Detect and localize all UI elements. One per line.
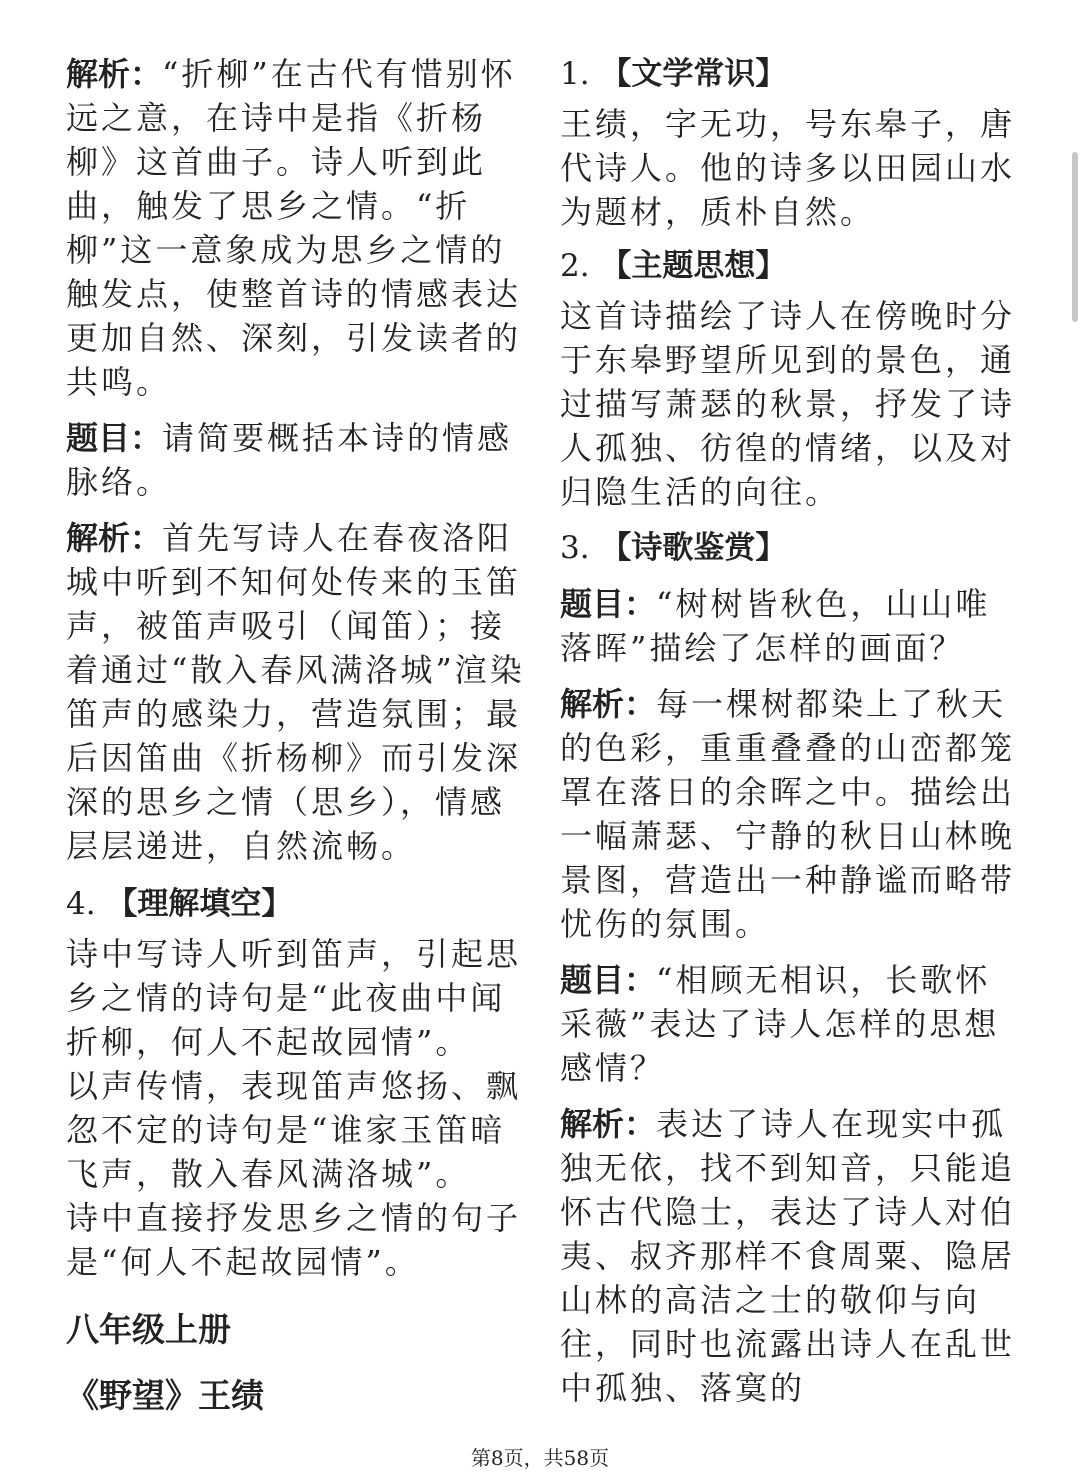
left-column <box>66 52 526 1418</box>
analysis-label: 解析： <box>66 55 163 93</box>
analysis-label: 解析： <box>66 519 163 557</box>
grade-heading: 八年级上册 <box>66 1310 231 1349</box>
fill-blank-line: 诗中写诗人听到笛声，引起思乡之情的诗句是“此夜曲中闻折柳，何人不起故园情”。 <box>66 935 522 1061</box>
question-text: 请简要概括本诗的情感脉络。 <box>66 419 513 501</box>
fill-blank-line: 诗中直接抒发思乡之情的句子是“何人不起故园情”。 <box>66 1199 522 1281</box>
analysis-paragraph <box>66 516 526 868</box>
question-paragraph <box>560 582 1020 670</box>
poem-heading: 《野望》王绩 <box>66 1376 264 1415</box>
question-text: “相顾无相识，长歌怀采薇”表达了诗人怎样的思想感情？ <box>560 961 1000 1087</box>
section-title: 【理解填空】 <box>106 886 293 922</box>
section-number: 2. <box>560 248 590 284</box>
section-title: 【主题思想】 <box>600 248 787 284</box>
scrollbar-thumb[interactable] <box>1072 152 1078 322</box>
analysis-paragraph <box>560 1102 1020 1410</box>
literary-knowledge-text: 王绩，字无功，号东皋子，唐代诗人。他的诗多以田园山水为题材，质朴自然。 <box>560 105 1016 231</box>
analysis-label: 解析： <box>560 685 657 723</box>
analysis-paragraph <box>560 682 1020 946</box>
section-heading-literary-knowledge <box>560 52 1020 96</box>
section-title: 【文学常识】 <box>600 56 787 92</box>
analysis-paragraph <box>66 52 526 404</box>
question-label: 题目： <box>560 961 657 999</box>
right-column <box>560 52 1020 1422</box>
analysis-text: 每一棵树都染上了秋天的色彩，重重叠叠的山峦都笼罩在落日的余晖之中。描绘出一幅萧瑟、宁静的秋日山林晚景图，营造出一种静谧而略带忧伤的氛围。 <box>560 685 1016 943</box>
section-number: 1. <box>560 56 590 92</box>
question-paragraph <box>66 416 526 504</box>
analysis-text: 首先写诗人在春夜洛阳城中听到不知何处传来的玉笛声，被笛声吸引（闻笛）；接着通过“散入春风满洛城”渲染笛声的感染力，营造氛围；最后因笛曲《折杨柳》而引发深深的思乡之情（思乡），情感层层递进，自然流畅。 <box>66 519 525 865</box>
question-paragraph <box>560 958 1020 1090</box>
section-heading-fill-blank <box>66 882 526 926</box>
question-text: “树树皆秋色，山山唯落晖”描绘了怎样的画面？ <box>560 585 991 667</box>
fill-blank-line: 以声传情，表现笛声悠扬、飘忽不定的诗句是“谁家玉笛暗飞声，散入春风满洛城”。 <box>66 1067 522 1193</box>
question-label: 题目： <box>66 419 163 457</box>
section-heading-appreciation <box>560 526 1020 570</box>
question-label: 题目： <box>560 585 657 623</box>
section-title: 【诗歌鉴赏】 <box>600 530 787 566</box>
analysis-text: “折柳”在古代有惜别怀远之意，在诗中是指《折杨柳》这首曲子。诗人听到此曲，触发了思乡之情。“折柳”这一意象成为思乡之情的触发点，使整首诗的情感表达更加自然、深刻，引发读者的共鸣。 <box>66 55 522 401</box>
section-number: 3. <box>560 530 590 566</box>
analysis-text: 表达了诗人在现实中孤独无依，找不到知音，只能追怀古代隐士，表达了诗人对伯夷、叔齐那样不食周粟、隐居山林的高洁之士的敬仰与向往，同时也流露出诗人在乱世中孤独、落寞的 <box>560 1105 1016 1407</box>
analysis-label: 解析： <box>560 1105 657 1143</box>
section-number: 4. <box>66 886 96 922</box>
theme-text: 这首诗描绘了诗人在傍晚时分于东皋野望所见到的景色，通过描写萧瑟的秋景，抒发了诗人孤独、彷徨的情绪，以及对归隐生活的向往。 <box>560 297 1016 511</box>
page-number-footer: 第8页，共58页 <box>470 1446 610 1470</box>
section-heading-theme <box>560 244 1020 288</box>
